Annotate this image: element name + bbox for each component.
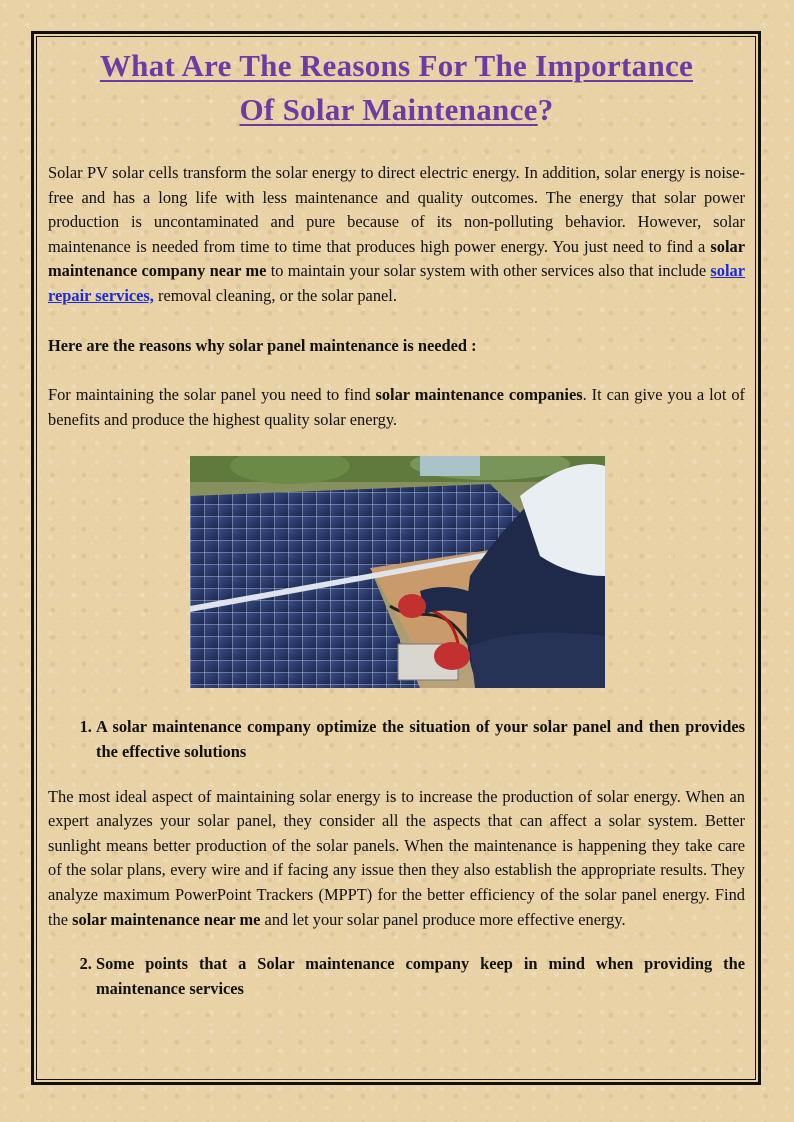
para3-text-a: The most ideal aspect of maintaining solar energy is to increase the production of solar energy. When an expert analyzes your solar panel, they consider all the aspects that can affect a solar system. Better sunlight means better production of the solar panels. When the maintenance is happening they take care of the solar plans, every wire and if facing any issue then they also establish the appropriate results. They analyze maximum PowerPoint Trackers (MPPT) for the better efficiency of the solar panel energy. Find the xyxy=(48,786,745,929)
para2-text-a: For maintaining the solar panel you need to find xyxy=(48,385,376,405)
intro-bold-keyword: solar maintenance company near me xyxy=(48,236,745,281)
reasons-heading-text: Here are the reasons why solar panel maintenance is needed : xyxy=(48,335,477,355)
list-item xyxy=(96,715,745,764)
numbered-list-2 xyxy=(48,952,745,1001)
intro-text-b: to maintain your solar system with other services also that include xyxy=(266,261,711,281)
page-title xyxy=(48,44,745,132)
reasons-heading xyxy=(48,334,745,359)
para3-text-b: and let your solar panel produce more effective energy. xyxy=(260,909,626,929)
list-item-1-text: A solar maintenance company optimize the situation of your solar panel and then provides the effective solutions xyxy=(96,717,745,761)
list-item xyxy=(96,952,745,1001)
maintenance-companies-paragraph xyxy=(48,383,745,432)
title-line-1: What Are The Reasons For The Importance xyxy=(99,48,694,83)
solar-panel-technician-photo xyxy=(190,456,605,688)
solar-panel-photo-illustration xyxy=(190,456,605,688)
para2-bold-keyword: solar maintenance companies xyxy=(375,385,583,405)
list-item-2-text: Some points that a Solar maintenance company keep in mind when providing the maintenance services xyxy=(96,954,745,998)
intro-text-c: removal cleaning, or the solar panel. xyxy=(153,285,397,305)
intro-text-a: Solar PV solar cells transform the solar energy to direct electric energy. In addition, solar energy is noise-free and has a long life with less maintenance and quality outcomes. The energy that solar power production is uncontaminated and pure because of its non-polluting behavior. However, solar maintenance is needed from time to time that produces high power energy. You just need to find a xyxy=(48,163,745,256)
title-suffix: ? xyxy=(537,92,554,127)
intro-paragraph xyxy=(48,161,745,309)
numbered-list-1 xyxy=(48,715,745,764)
optimization-paragraph xyxy=(48,785,745,933)
para3-bold-keyword: solar maintenance near me xyxy=(72,909,261,929)
document-body xyxy=(48,44,745,1001)
para2-text-b: . It can give you a lot of benefits and produce the highest quality solar energy. xyxy=(48,385,746,429)
solar-repair-services-link[interactable]: solar repair services, xyxy=(48,261,746,305)
title-line-2: Of Solar Maintenance xyxy=(239,92,538,127)
